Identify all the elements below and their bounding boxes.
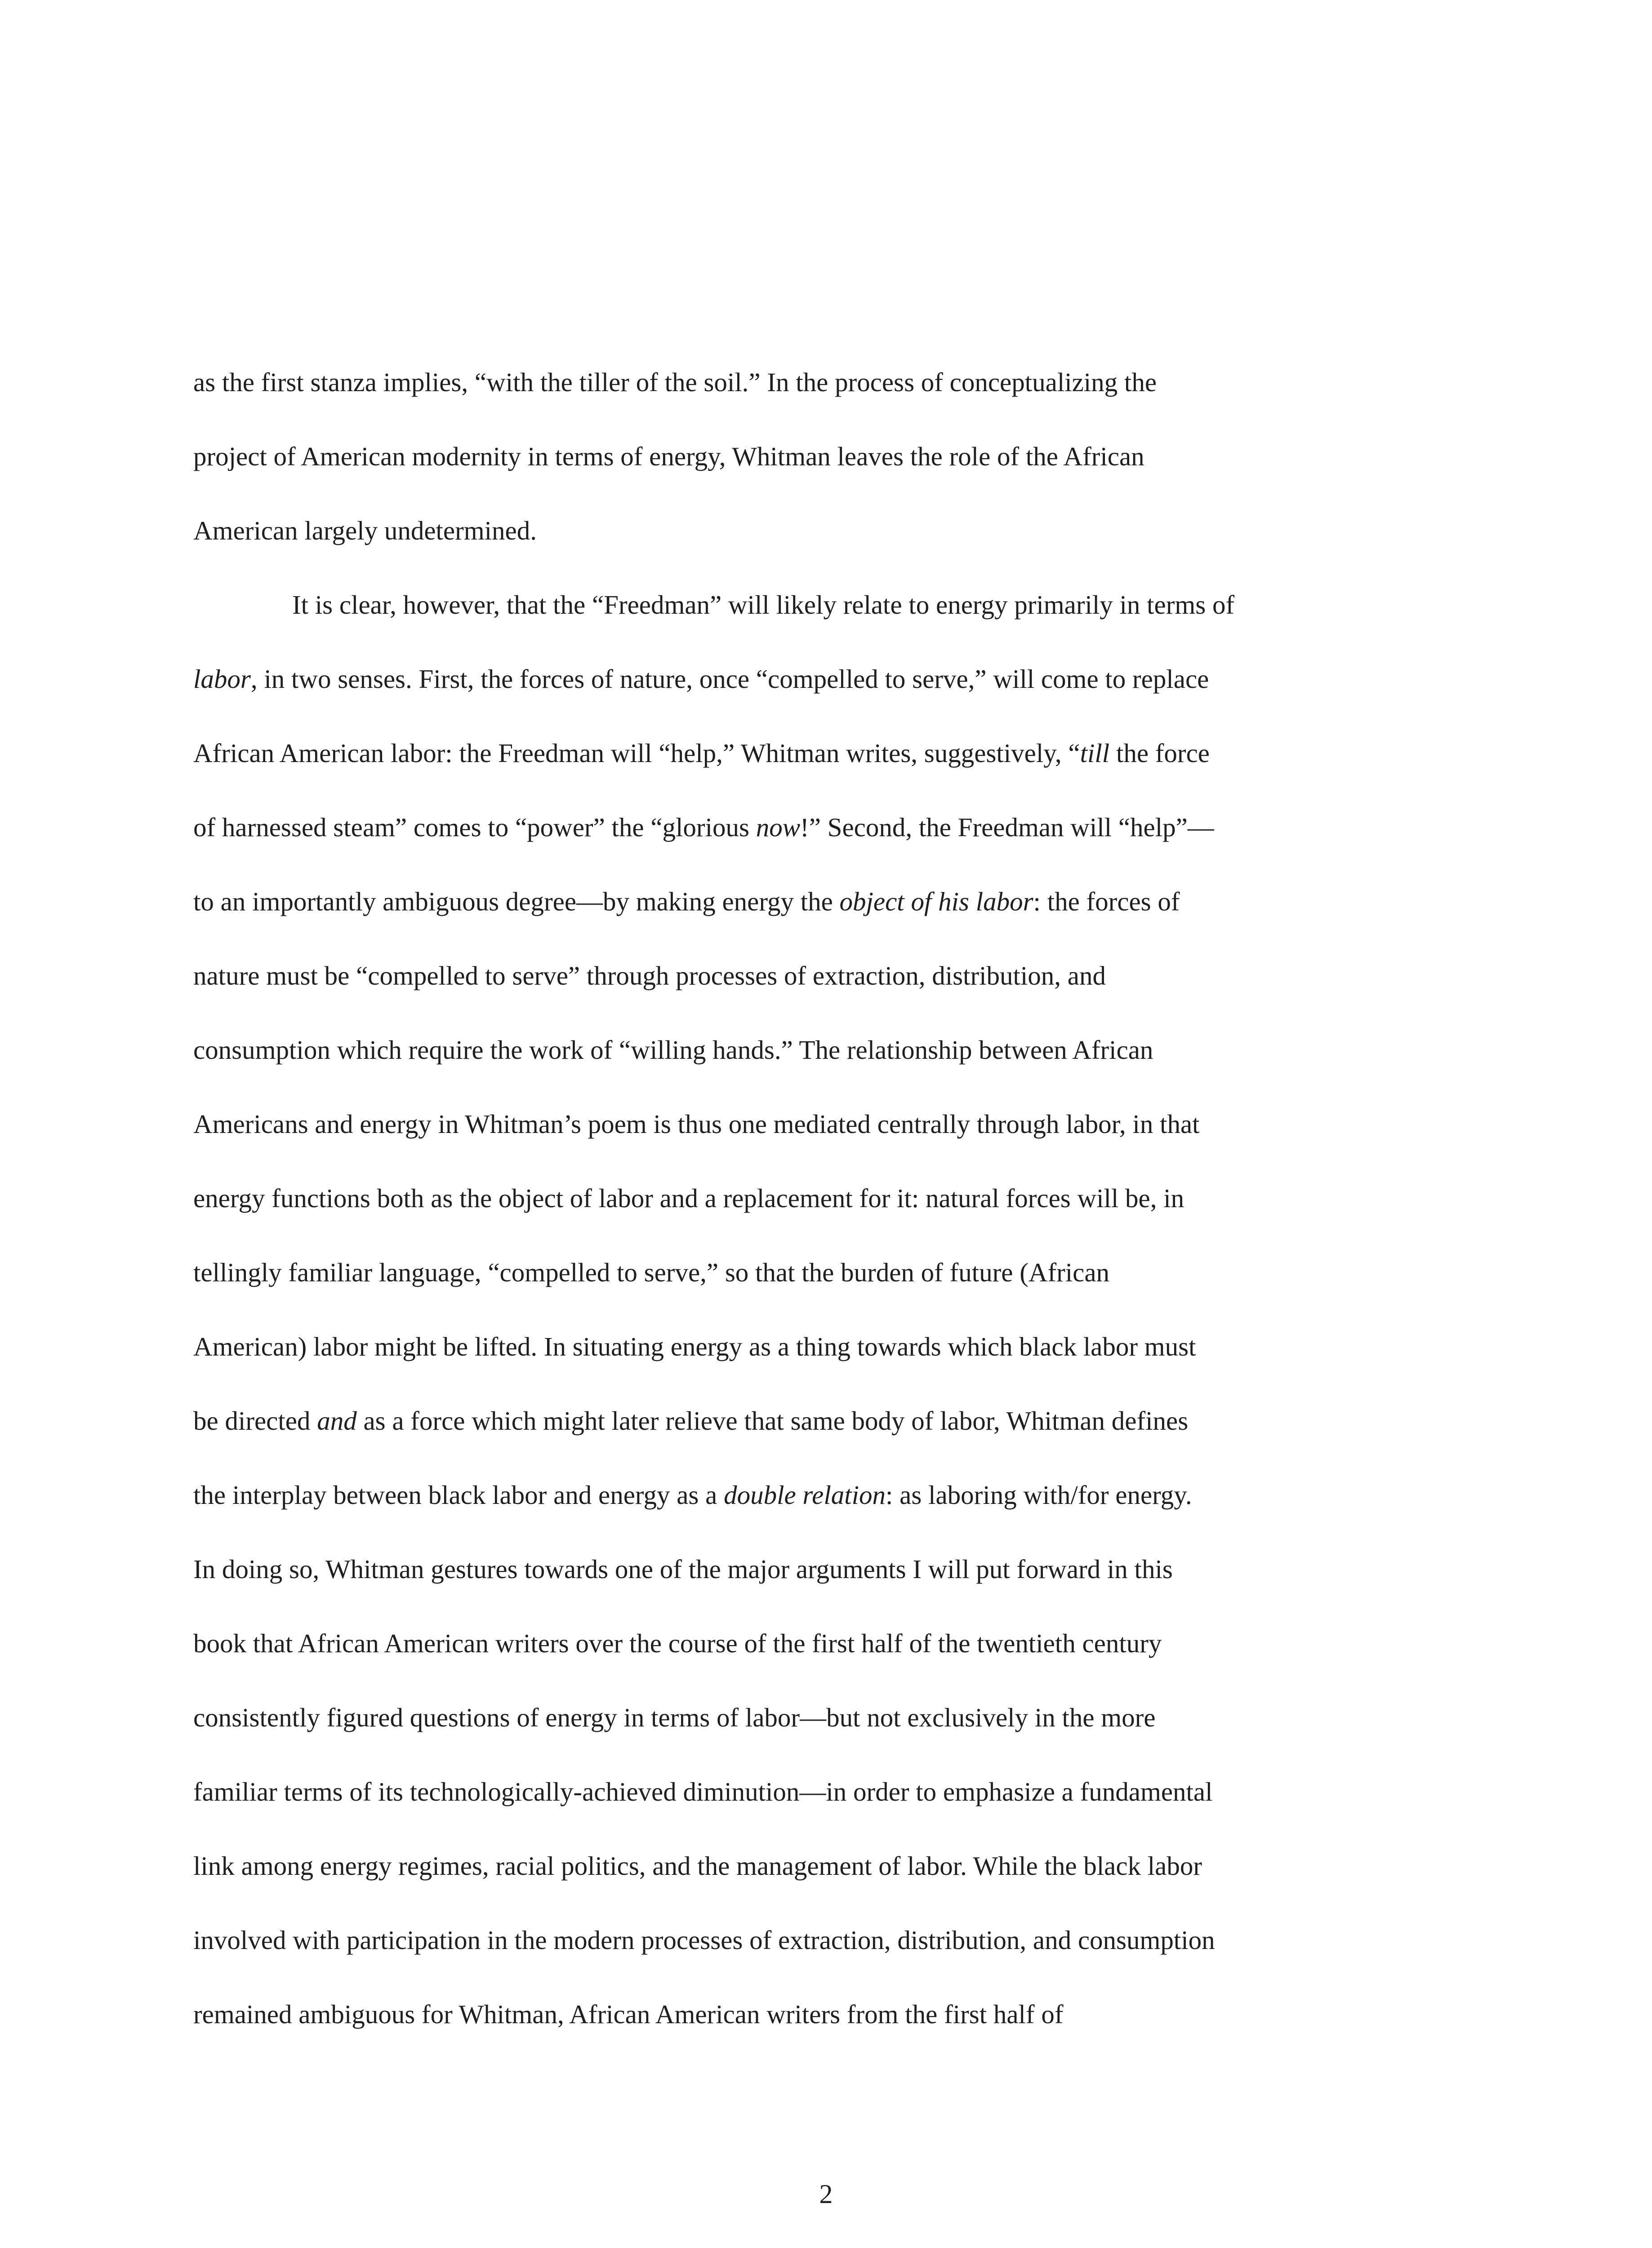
text-line [193, 1774, 1213, 1810]
text-line [193, 1106, 1200, 1142]
text-line [193, 1254, 1109, 1290]
italic-text: object of his labor [839, 887, 1033, 916]
italic-text: till [1080, 738, 1110, 768]
text-run: : the forces of [1033, 887, 1180, 916]
text-line [193, 1625, 1162, 1661]
text-run: It is clear, however, that the “Freedman” will likely relate to energy primarily in terms of [292, 590, 1235, 620]
text-run: be directed [193, 1406, 317, 1436]
page-number: 2 [819, 2179, 833, 2209]
text-line [193, 1699, 1156, 1735]
text-run: energy functions both as the object of labor and a replacement for it: natural forces will be, in [193, 1183, 1184, 1213]
text-line [193, 1996, 1063, 2032]
text-line [193, 883, 1180, 919]
text-line [193, 735, 1210, 771]
text-run: Americans and energy in Whitman’s poem is thus one mediated centrally through labor, in that [193, 1109, 1200, 1139]
text-run: , in two senses. First, the forces of nature, once “compelled to serve,” will come to replace [250, 664, 1209, 694]
text-run: nature must be “compelled to serve” through processes of extraction, distribution, and [193, 961, 1106, 990]
text-run: to an importantly ambiguous degree—by making energy the [193, 887, 840, 916]
italic-text: double relation [724, 1480, 886, 1510]
text-run: the interplay between black labor and energy as a [193, 1480, 724, 1510]
text-run: : as laboring with/for energy. [886, 1480, 1192, 1510]
text-run: involved with participation in the modern processes of extraction, distribution, and consumption [193, 1925, 1215, 1955]
text-run: project of American modernity in terms of energy, Whitman leaves the role of the African [193, 442, 1144, 471]
text-run: consumption which require the work of “willing hands.” The relationship between African [193, 1035, 1153, 1065]
text-line [193, 1477, 1192, 1513]
text-line [292, 587, 1234, 623]
text-run: tellingly familiar language, “compelled to serve,” so that the burden of future (African [193, 1258, 1110, 1287]
text-line [193, 1922, 1215, 1958]
text-line [193, 1403, 1188, 1439]
italic-text: now [756, 812, 801, 842]
text-line [193, 364, 1157, 400]
text-run: American) labor might be lifted. In situating energy as a thing towards which black labor must [193, 1332, 1196, 1361]
italic-text: labor [193, 664, 251, 694]
text-run: book that African American writers over the course of the first half of the twentieth century [193, 1628, 1162, 1658]
text-run: In doing so, Whitman gestures towards one of the major arguments I will put forward in this [193, 1554, 1173, 1584]
text-line [193, 438, 1144, 474]
text-run: of harnessed steam” comes to “power” the “glorious [193, 812, 756, 842]
text-run: as the first stanza implies, “with the tiller of the soil.” In the process of conceptualizing the [193, 367, 1157, 397]
text-run: as a force which might later relieve that same body of labor, Whitman defines [356, 1406, 1189, 1436]
text-line [193, 661, 1209, 697]
text-run: link among energy regimes, racial politics, and the management of labor. While the black labor [193, 1851, 1202, 1881]
text-line [193, 958, 1106, 994]
text-run: African American labor: the Freedman will “help,” Whitman writes, suggestively, “ [193, 738, 1080, 768]
text-run: consistently figured questions of energy in terms of labor—but not exclusively in the more [193, 1703, 1156, 1732]
text-run: !” Second, the Freedman will “help”— [800, 812, 1214, 842]
text-line [193, 1551, 1173, 1587]
text-run: remained ambiguous for Whitman, African American writers from the first half of [193, 1999, 1064, 2029]
text-line [193, 1032, 1153, 1068]
text-line [193, 513, 537, 549]
text-line [193, 809, 1214, 845]
text-line [193, 1180, 1184, 1216]
text-run: American largely undetermined. [193, 516, 537, 545]
text-line [193, 1329, 1196, 1365]
text-run: familiar terms of its technologically-achieved diminution—in order to emphasize a fundamental [193, 1777, 1213, 1806]
text-line [193, 1848, 1202, 1884]
text-run: the force [1109, 738, 1210, 768]
italic-text: and [317, 1406, 357, 1436]
